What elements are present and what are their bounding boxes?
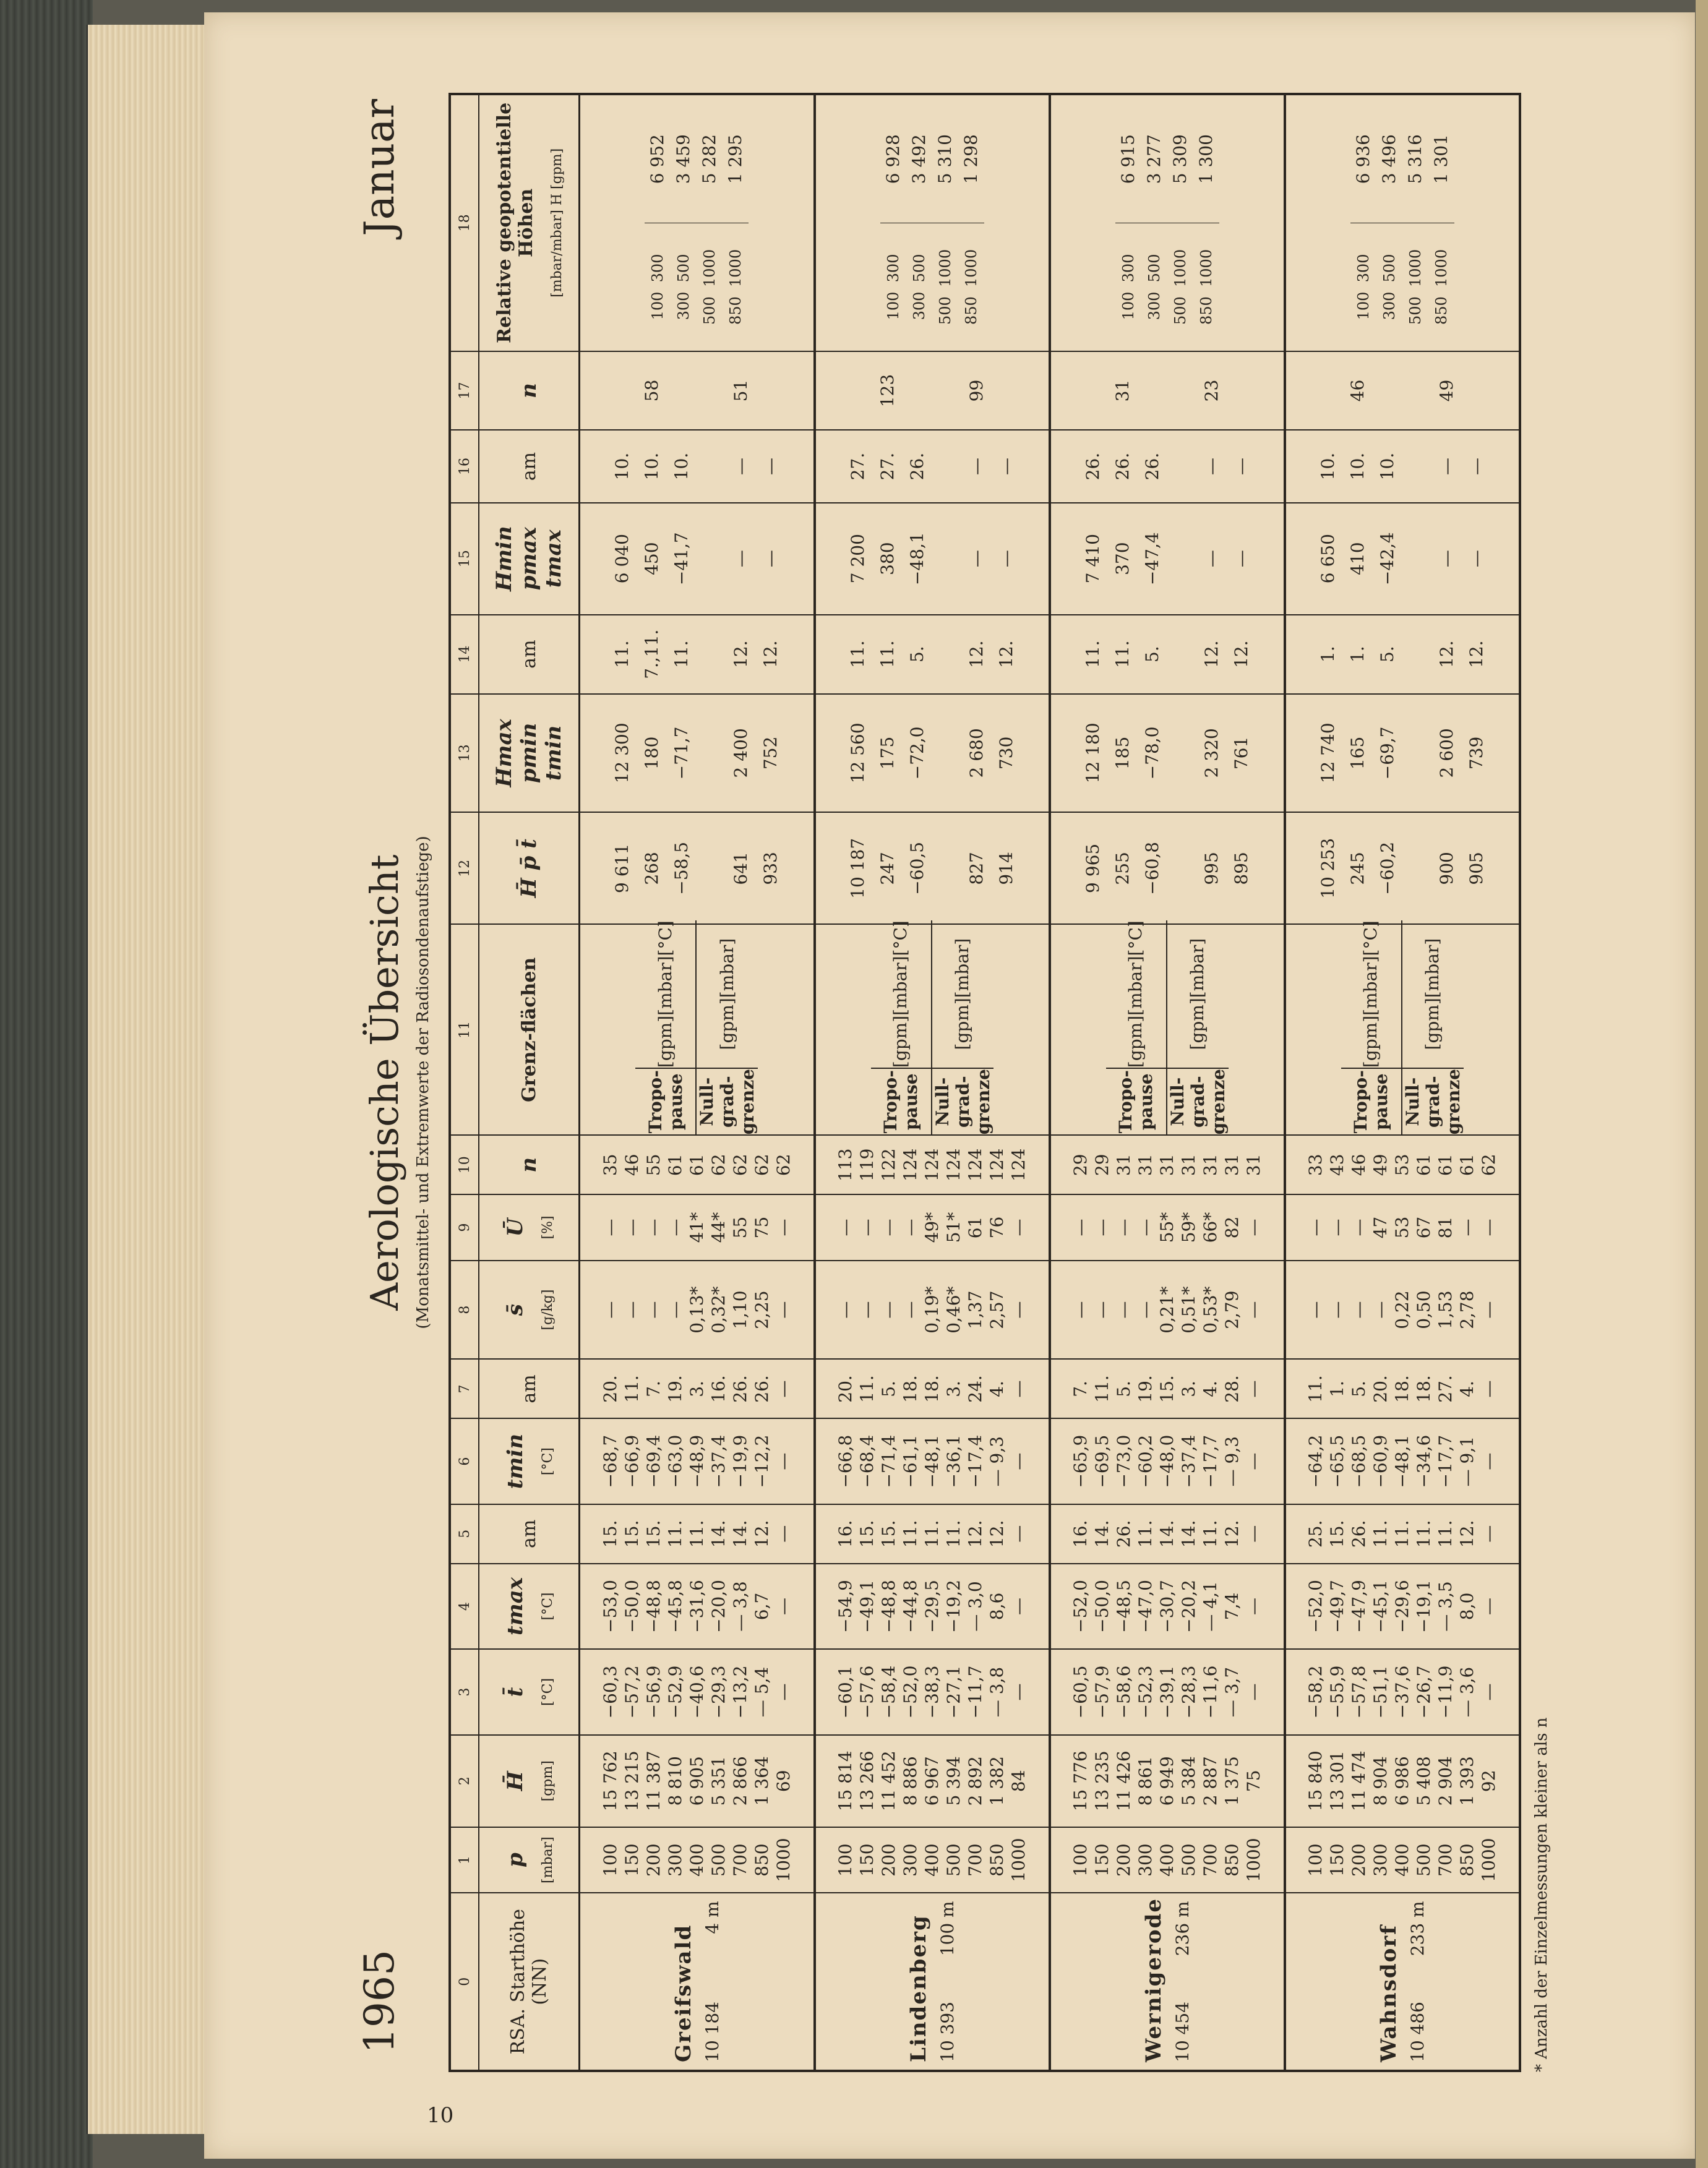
colnum: 14 xyxy=(450,615,479,694)
tropopause-units: [gpm] [mbar] [°C] xyxy=(1106,920,1167,1068)
pressure-pairs: 100 300 300 500 500 1000 850 1000 xyxy=(1350,223,1454,350)
tropopause-units: [gpm] [mbar] [°C] xyxy=(871,920,932,1068)
date-col-label: am xyxy=(479,1360,580,1419)
boundary-max: 12 560 175 −72,0 2 680 730 xyxy=(815,694,1050,813)
boundary-mean: 9 965 255 −60,8 995 895 xyxy=(1050,812,1285,924)
tropopause-units: [gpm] [mbar] [°C] xyxy=(1341,920,1402,1068)
station-name: Wahnsdorf xyxy=(1376,1924,1401,2062)
boundary-col-label: Grenz-flächen xyxy=(479,924,580,1135)
colnum: 6 xyxy=(450,1418,479,1504)
pressure-pairs: 100 300 300 500 500 1000 850 1000 xyxy=(645,223,749,350)
min-temp: −68,7 −66,9 −69,4 −63,0 −48,9 −37,4 −19,9 −12,2 — xyxy=(580,1418,815,1504)
station-id: 10 486 xyxy=(1407,2002,1428,2062)
height-values: 6 936 3 496 5 316 1 301 xyxy=(1352,134,1451,184)
pressure-levels: 100 150 200 300 400 500 700 850 1000 xyxy=(580,1827,815,1893)
page-stack-edge xyxy=(87,25,218,2134)
specific-humidity: — — — — 0,19* 0,46* 1,37 2,57 — xyxy=(815,1261,1050,1360)
colnum: 1 xyxy=(450,1827,479,1893)
count: 35 46 55 61 61 62 62 62 62 xyxy=(580,1135,815,1194)
date-col-label: am xyxy=(479,615,580,694)
boundary-max-date: 1. 1. 5. 12. 12. xyxy=(1285,615,1520,694)
specific-humidity: — — — — 0,21* 0,51* 0,53* 2,79 — xyxy=(1050,1261,1285,1360)
boundary-min-date: 26. 26. 26. — — xyxy=(1050,430,1285,502)
mean-height: 15 776 13 235 11 426 8 861 6 949 5 384 2 887 1 375 75 xyxy=(1050,1735,1285,1827)
tropopause-label: Tropo-pause xyxy=(871,1068,932,1134)
specific-humidity: — — — — 0,22 0,50 1,53 2,78 — xyxy=(1285,1261,1520,1360)
min-temp-date: 20. 11. 5. 18. 18. 3. 24. 4. — xyxy=(815,1360,1050,1419)
tropopause-label: Tropo-pause xyxy=(1106,1068,1167,1134)
colnum: 7 xyxy=(450,1360,479,1419)
boundary-min: 6 040 450 −41,7 — — xyxy=(580,503,815,615)
max-temp-date: 15. 15. 15. 11. 11. 14. 14. 12. — xyxy=(580,1504,815,1564)
max-temp-date: 16. 15. 15. 11. 11. 11. 12. 12. — xyxy=(815,1504,1050,1564)
boundary-count: 46 49 xyxy=(1285,351,1520,431)
boundary-min: 7 410 370 −47,4 — — xyxy=(1050,503,1285,615)
extreme-min-col-label: Hmin pmax tmax xyxy=(479,503,580,615)
boundary-layers xyxy=(580,920,815,1135)
humidity-col-label: s̄ [g/kg] xyxy=(479,1261,580,1360)
station-name: Wernigerode xyxy=(1141,1898,1166,2062)
pressure-pairs: 100 300 300 500 500 1000 850 1000 xyxy=(880,223,984,350)
relative-humidity: — — — 47 53 67 81 — — xyxy=(1285,1194,1520,1261)
colnum: 15 xyxy=(450,503,479,615)
freezing-level-units: [gpm] [mbar] xyxy=(1422,938,1443,1050)
boundary-layers xyxy=(1285,920,1520,1135)
boundary-max: 12 300 180 −71,7 2 400 752 xyxy=(580,694,815,813)
boundary-max-date: 11. 11. 5. 12. 12. xyxy=(815,615,1050,694)
date-col-label: am xyxy=(479,1504,580,1564)
colnum: 16 xyxy=(450,430,479,502)
min-temp-date: 20. 11. 7. 19. 3. 16. 26. 26. — xyxy=(580,1360,815,1419)
station-row-lindenberg xyxy=(815,94,1050,2071)
page-right-edge xyxy=(1696,0,1708,2168)
count-col-label: n xyxy=(479,351,580,431)
freezing-level-label: Null-grad-grenze xyxy=(1402,1069,1464,1135)
boundary-min-date: 10. 10. 10. — — xyxy=(580,430,815,502)
page-header xyxy=(356,93,448,2072)
mean-temp: −60,1 −57,6 −58,4 −52,0 −38,3 −27,1 −11,7 — 3,8 — xyxy=(815,1649,1050,1734)
colnum: 9 xyxy=(450,1194,479,1261)
max-temp: −53,0 −50,0 −48,8 −45,8 −31,6 −20,0 — 3,8 6,7 — xyxy=(580,1564,815,1649)
boundary-max: 12 180 185 −78,0 2 320 761 xyxy=(1050,694,1285,813)
station-row-wernigerode xyxy=(1050,94,1285,2071)
min-temp: −64,2 −65,5 −68,5 −60,9 −48,1 −34,6 −17,7 — 9,1 — xyxy=(1285,1418,1520,1504)
freezing-level-label: Null-grad-grenze xyxy=(932,1069,993,1135)
rel-humidity-col-label: Ū [%] xyxy=(479,1194,580,1261)
pressure-levels: 100 150 200 300 400 500 700 850 1000 xyxy=(1050,1827,1285,1893)
colnum: 3 xyxy=(450,1649,479,1734)
boundary-max-date: 11. 11. 5. 12. 12. xyxy=(1050,615,1285,694)
relative-heights xyxy=(815,94,1050,351)
height-values: 6 915 3 277 5 309 1 300 xyxy=(1117,134,1216,184)
boundary-min-date: 10. 10. 10. — — xyxy=(1285,430,1520,502)
relative-humidity: — — — — 55* 59* 66* 82 — xyxy=(1050,1194,1285,1261)
column-number-row xyxy=(450,94,479,2071)
colnum: 0 xyxy=(450,1893,479,2071)
max-temp-date: 16. 14. 26. 11. 14. 14. 11. 12. — xyxy=(1050,1504,1285,1564)
colnum: 2 xyxy=(450,1735,479,1827)
count-col-label: n xyxy=(479,1135,580,1194)
station-name: Greifswald xyxy=(671,1924,696,2062)
relative-heights xyxy=(1050,94,1285,351)
mean-height: 15 814 13 266 11 452 8 886 6 967 5 394 2 892 1 382 84 xyxy=(815,1735,1050,1827)
freezing-level-label: Null-grad-grenze xyxy=(697,1069,758,1135)
station-elevation: 236 m xyxy=(1172,1901,1193,1956)
colnum: 18 xyxy=(450,94,479,351)
extreme-max-col-label: Hmax pmin tmin xyxy=(479,694,580,813)
boundary-mean: 10 253 245 −60,2 900 905 xyxy=(1285,812,1520,924)
boundary-layers xyxy=(815,920,1050,1135)
tropopause-label: Tropo-pause xyxy=(1341,1068,1402,1134)
min-temp-date: 7. 11. 5. 19. 15. 3. 4. 28. — xyxy=(1050,1360,1285,1419)
boundary-count: 31 23 xyxy=(1050,351,1285,431)
station-info xyxy=(1050,1893,1285,2071)
mean-temp: −60,3 −57,2 −56,9 −52,9 −40,6 −29,3 −13,2 — 5,4 — xyxy=(580,1649,815,1734)
pressure-col-label: p [mbar] xyxy=(479,1827,580,1893)
boundary-layers xyxy=(1050,920,1285,1135)
max-temp: −52,0 −49,7 −47,9 −45,1 −29,6 −19,1 — 3,5 8,0 — xyxy=(1285,1564,1520,1649)
freezing-level-units: [gpm] [mbar] xyxy=(1187,938,1208,1050)
boundary-mean: 10 187 247 −60,5 827 914 xyxy=(815,812,1050,924)
mean-temp: −60,5 −57,9 −58,6 −52,3 −39,1 −28,3 −11,6 — 3,7 — xyxy=(1050,1649,1285,1734)
station-name: Lindenberg xyxy=(906,1914,931,2062)
temp-max-col-label: tmax [°C] xyxy=(479,1564,580,1649)
date-col-label: am xyxy=(479,430,580,502)
colnum: 5 xyxy=(450,1504,479,1564)
month-label: Januar xyxy=(356,99,403,236)
relative-humidity: — — — — 49* 51* 61 76 — xyxy=(815,1194,1050,1261)
specific-humidity: — — — — 0,13* 0,32* 1,10 2,25 — xyxy=(580,1261,815,1360)
station-info xyxy=(815,1893,1050,2071)
station-row-wahnsdorf xyxy=(1285,94,1520,2071)
station-elevation: 233 m xyxy=(1407,1901,1428,1956)
height-values: 6 928 3 492 5 310 1 298 xyxy=(882,134,981,184)
colnum: 12 xyxy=(450,812,479,924)
page-number: 10 xyxy=(427,2103,454,2128)
temp-mean-col-label: t̄ [°C] xyxy=(479,1649,580,1734)
boundary-max-date: 11. 7.,11. 11. 12. 12. xyxy=(580,615,815,694)
boundary-min: 7 200 380 −48,1 — — xyxy=(815,503,1050,615)
colnum: 10 xyxy=(450,1135,479,1194)
relative-heights-col-label: Relative geopotentielle Höhen [mbar/mbar] H [gpm] xyxy=(479,94,580,351)
colnum: 8 xyxy=(450,1261,479,1360)
min-temp: −66,8 −68,4 −71,4 −61,1 −48,1 −36,1 −17,4 — 9,3 — xyxy=(815,1418,1050,1504)
mean-height: 15 762 13 215 11 387 8 810 6 905 5 351 2 866 1 364 69 xyxy=(580,1735,815,1827)
station-info xyxy=(580,1893,815,2071)
station-row-greifswald xyxy=(580,94,815,2071)
height-values: 6 952 3 459 5 282 1 295 xyxy=(647,134,746,184)
page-subtitle: (Monatsmittel- und Extremwerte der Radiosondenaufstiege) xyxy=(414,836,432,1329)
relative-humidity: — — — — 41* 44* 55 75 — xyxy=(580,1194,815,1261)
freezing-level-units: [gpm] [mbar] xyxy=(716,938,737,1050)
boundary-mean: 9 611 268 −58,5 641 933 xyxy=(580,812,815,924)
freezing-level-units: [gpm] [mbar] xyxy=(952,938,972,1050)
station-col-label: RSA. Starthöhe (NN) xyxy=(479,1893,580,2071)
book-spine xyxy=(0,0,93,2168)
colnum: 17 xyxy=(450,351,479,431)
boundary-count: 123 99 xyxy=(815,351,1050,431)
min-temp: −65,9 −69,5 −73,0 −60,2 −48,0 −37,4 −17,7 — 9,3 — xyxy=(1050,1418,1285,1504)
colnum: 13 xyxy=(450,694,479,813)
relative-heights xyxy=(1285,94,1520,351)
pressure-levels: 100 150 200 300 400 500 700 850 1000 xyxy=(815,1827,1050,1893)
footnote: * Anzahl der Einzelmessungen kleiner als n xyxy=(1532,1717,1551,2072)
height-col-label: H̄ [gpm] xyxy=(479,1735,580,1827)
station-elevation: 100 m xyxy=(937,1901,958,1956)
boundary-min: 6 650 410 −42,4 — — xyxy=(1285,503,1520,615)
count: 29 29 31 31 31 31 31 31 31 xyxy=(1050,1135,1285,1194)
max-temp: −52,0 −50,0 −48,5 −47,0 −30,7 −20,2 — 4,1 7,4 — xyxy=(1050,1564,1285,1649)
station-elevation: 4 m xyxy=(702,1901,723,1934)
station-id: 10 184 xyxy=(702,2002,723,2062)
mean-col-label: H̄ p̄ t̄ xyxy=(479,812,580,924)
count: 113 119 122 124 124 124 124 124 124 xyxy=(815,1135,1050,1194)
freezing-level-label: Null-grad-grenze xyxy=(1167,1069,1229,1135)
tropopause-label: Tropo-pause xyxy=(635,1068,697,1134)
aerology-table xyxy=(448,93,1521,2072)
tropopause-units: [gpm] [mbar] [°C] xyxy=(635,920,697,1068)
max-temp-date: 25. 15. 26. 11. 11. 11. 11. 12. — xyxy=(1285,1504,1520,1564)
year-label: 1965 xyxy=(356,1950,403,2054)
count: 33 43 46 49 53 61 61 61 62 xyxy=(1285,1135,1520,1194)
boundary-count: 58 51 xyxy=(580,351,815,431)
rotated-table-sheet xyxy=(356,93,1562,2072)
colnum: 11 xyxy=(450,924,479,1135)
station-id: 10 454 xyxy=(1172,2002,1193,2062)
pressure-pairs: 100 300 300 500 500 1000 850 1000 xyxy=(1115,223,1219,350)
temp-min-col-label: tmin [°C] xyxy=(479,1418,580,1504)
min-temp-date: 11. 1. 5. 20. 18. 18. 27. 4. — xyxy=(1285,1360,1520,1419)
station-info xyxy=(1285,1893,1520,2071)
relative-heights xyxy=(580,94,815,351)
mean-temp: −58,2 −55,9 −57,8 −51,1 −37,6 −26,7 −11,9 — 3,6 — xyxy=(1285,1649,1520,1734)
station-id: 10 393 xyxy=(937,2002,958,2062)
boundary-max: 12 740 165 −69,7 2 600 739 xyxy=(1285,694,1520,813)
pressure-levels: 100 150 200 300 400 500 700 850 1000 xyxy=(1285,1827,1520,1893)
max-temp: −54,9 −49,1 −48,8 −44,8 −29,5 −19,2 — 3,0 8,6 — xyxy=(815,1564,1050,1649)
page-title: Aerologische Übersicht xyxy=(362,854,407,1311)
mean-height: 15 840 13 301 11 474 8 904 6 986 5 408 2 904 1 393 92 xyxy=(1285,1735,1520,1827)
colnum: 4 xyxy=(450,1564,479,1649)
column-label-row xyxy=(479,94,580,2071)
boundary-min-date: 27. 27. 26. — — xyxy=(815,430,1050,502)
